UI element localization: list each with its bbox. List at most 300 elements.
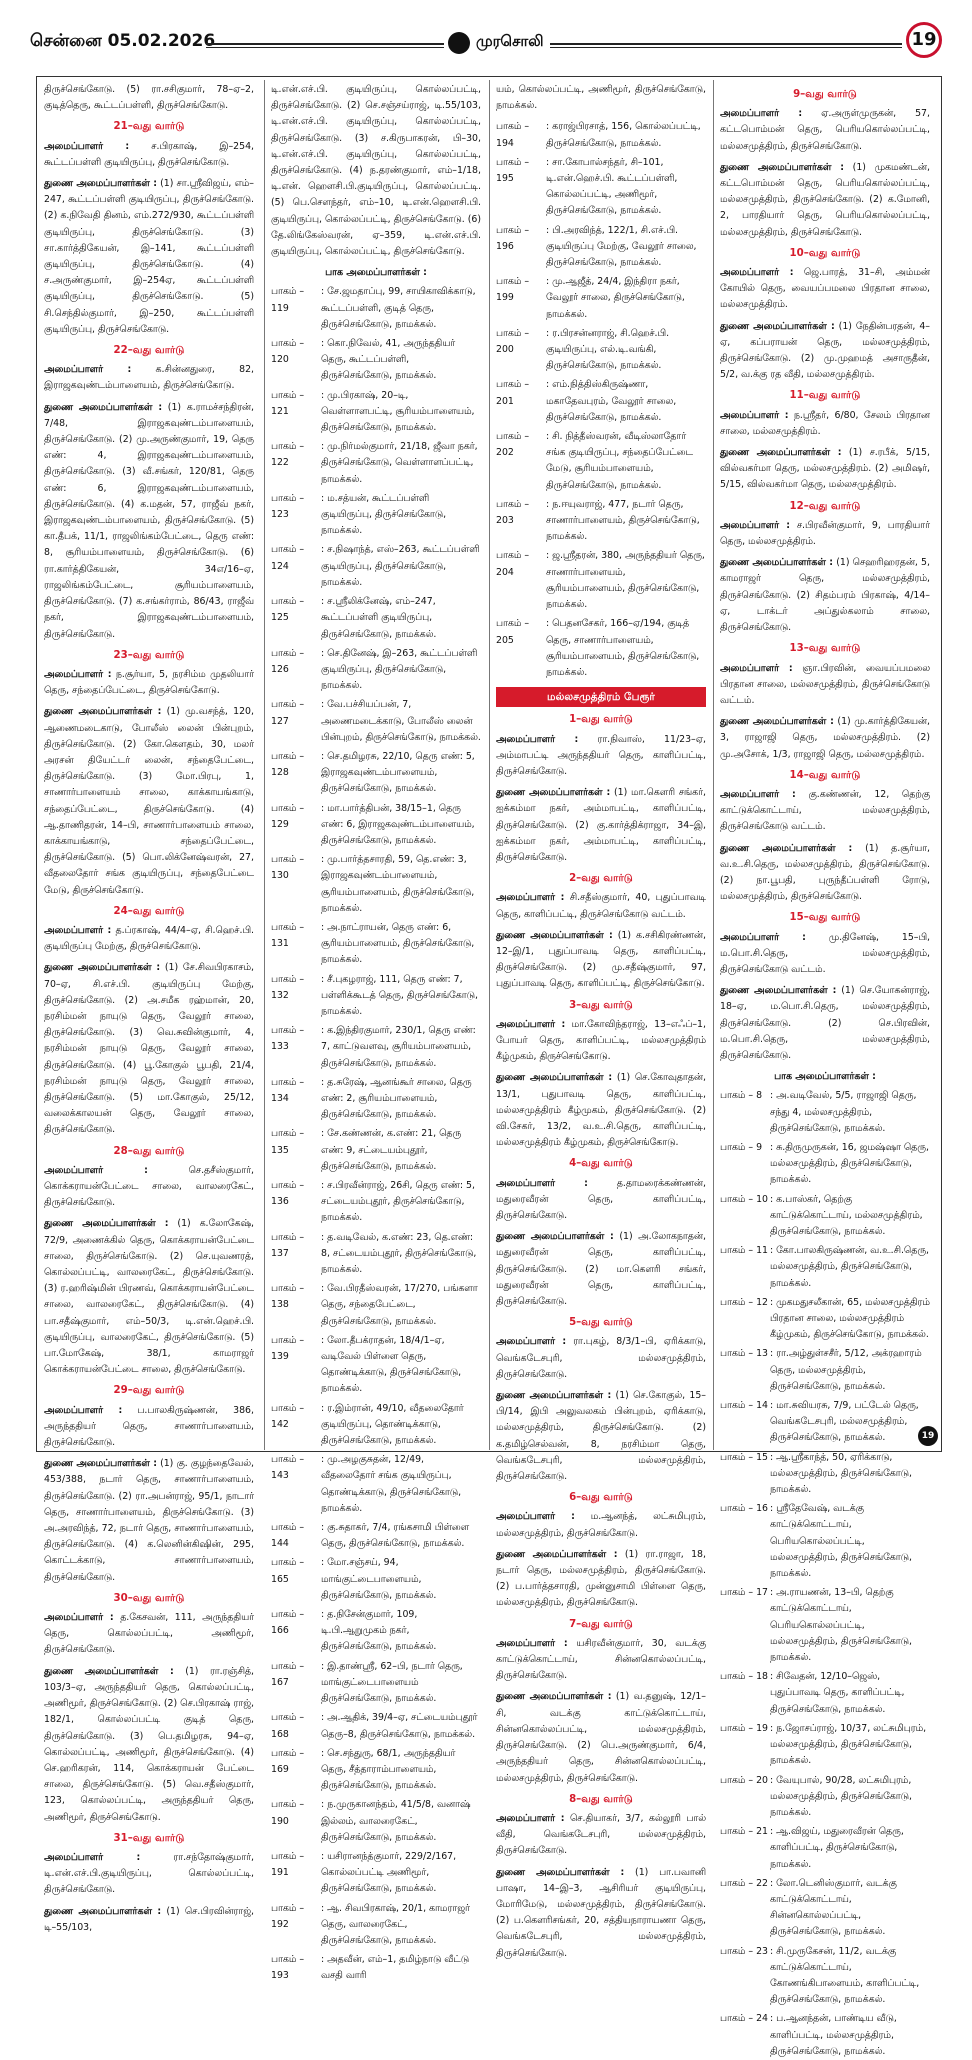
booth-row (720, 1944, 930, 2009)
organizer-text: த.ப்ரகாஷ், 44/4–ஏ, சி.ஹெச்.பி. குடியிருப்பு மேற்கு, திருச்செங்கோடு. (44, 924, 254, 953)
booth-number: பாகம் – 203 (496, 498, 530, 527)
organizer-entry (496, 732, 706, 781)
deputy-label: துணை அமைப்பாளர்கள் : (44, 1458, 157, 1470)
booth-organizer: : அ.நாட்ராயன், தெரு எண்: 6, சூரியம்பாளையம், திருச்செங்கோடு, நாமக்கல். (321, 921, 475, 966)
booth-organizer: : ஆ.விஜய், மதுரைவீரன் தெரு, காளிப்பட்டி, திருச்செங்கோடு, நாமக்கல். (770, 1826, 904, 1870)
organizer-label: அமைப்பாளர் : (44, 668, 112, 680)
deputy-text: (1) மு.கார்த்திகேயன், 3, ராஜாஜி தெரு, மல்லசமுத்திரம். (2) மு.அசோக், 1/3, ராஜாஜி தெரு, மல்லசமுத்திரம். (720, 716, 930, 760)
deputy-text: (1) சே.சிவபிரகாசம், 70–ஏ, சி.எச்.பி. குடியிருப்பு மேற்கு, திருச்செங்கோடு. (2) அ.சமீக ரஹ்மான், 20, நரசிம்மன் நாயுடு தெரு, வேலூர் சாலை, திருச்செங்கோடு. (3) வெ.சுவின்குமார், 4, நரசிம்மன் நாயுடு தெரு, வேலூர் சாலை, திருச்செங்கோடு. (4) பூ.கோகுல் பூபதி, 21/4, நரசிம்மன் நாயுடு தெரு, வேலூர் சாலை, திருச்செங்கோடு. (5) மா.கோகுல், 25/12, வலைக்காலயன் தெரு, வேலூர் சாலை, திருச்செங்கோடு. (44, 962, 254, 1136)
newspaper-logo-icon (448, 32, 470, 54)
organizer-entry (44, 1850, 254, 1899)
organizer-label: அமைப்பாளர் : (44, 1404, 123, 1416)
booth-row (271, 1452, 481, 1517)
booth-row (271, 1075, 481, 1124)
deputy-text: (1) த.சூர்யா, வ.உ.சி.தெரு, மல்லசமுத்திரம், திருச்செங்கோடு. (2) நா.பூபதி, புருந்தீப்பள்ளி ரோடு, மல்லசமுத்திரம், திருச்செங்கோடு. (720, 842, 931, 903)
section-subheading: பாக அமைப்பாளர்கள் : (774, 1071, 876, 1083)
booth-number: பாகம் – 122 (271, 441, 305, 469)
deputy-entry (44, 176, 254, 338)
deputy-label: துணை அமைப்பாளர்கள் : (720, 842, 853, 854)
booth-row (496, 155, 706, 220)
booth-number: பாகம் – 9 (720, 1141, 763, 1153)
booth-row (720, 1295, 930, 1344)
deputy-entry (720, 555, 930, 636)
booth-organizer: : மோ.சஞ்சய், 94, மாங்குட்டைபாளையம், திருச்செங்கோடு, நாமக்கல். (321, 1557, 437, 1601)
deputy-text: (1) மா.கௌரி சங்கர், ஐக்கம்மா நகர், அம்மாபட்டி, காளிப்பட்டி, திருச்செங்கோடு. (2) கு.கார்த்திக்ராஜா, 34–இ, ஐக்கம்மா நகர், அம்மாபட்டி, காளிப்பட்டி, திருச்செங்கோடு. (496, 787, 706, 863)
booth-row (496, 548, 706, 613)
organizer-text: ச.பிரகாஷ், இ–254, கூட்டப்பள்ளி குடியிருப்பு, திருச்செங்கோடு. (44, 140, 255, 168)
booth-row (271, 1023, 481, 1072)
deputy-label: துணை அமைப்பாளர்கள் : (720, 557, 834, 569)
organizer-entry (44, 139, 254, 171)
booth-number: பாகம் – 200 (496, 327, 530, 356)
booth-row (271, 920, 481, 969)
organizer-entry (720, 930, 930, 979)
organizer-text: ரா.சந்தோஷ்குமார், டி.என்.எச்.பி.குடியிருப்பு, கொல்லப்பட்டி, திருச்செங்கோடு. (44, 1851, 255, 1896)
organizer-label: அமைப்பாளர் : (720, 788, 796, 800)
organizer-label: அமைப்பாளர் : (44, 1612, 114, 1624)
ward-heading: 11–வது வார்டு (789, 390, 861, 402)
deputy-entry (496, 1388, 706, 1485)
ward-heading: 31–வது வார்டு (113, 1832, 185, 1844)
organizer-label: அமைப்பாளர் : (496, 1177, 588, 1189)
organizer-label: அமைப்பாளர் : (496, 1336, 567, 1348)
booth-organizer-list (720, 1088, 930, 2060)
deputy-label: துணை அமைப்பாளர்கள் : (720, 161, 845, 173)
organizer-entry (44, 1403, 254, 1452)
organizer-text: செ.தசீஸ்குமார், கொக்கராயன்பேட்டை சாலை, வாலரைகேட், திருச்செங்கோடு. (44, 1164, 255, 1209)
organizer-text: சி.சதீஸ்குமார், 40, புதுப்பாவடி தெரு, காளிப்பட்டி, திருச்செங்கோடு வட்டம். (496, 892, 706, 920)
deputy-label: துணை அமைப்பாளர்கள் : (720, 320, 835, 332)
booth-organizer: : ந.முருகானந்தம், 41/5/8, வனாஷ் இல்லம், வாலரைகேட், திருச்செங்கோடு, நாமக்கல். (321, 1799, 471, 1843)
organizer-text: ஜெ.பாரத், 31–சி, அம்மன் கோயில் தெரு, வையப்பமலை பிரதான சாலை, மல்லசமுத்திரம். (720, 267, 930, 311)
booth-organizer: : மு.அழகுசுதன், 12/49, வீதலைதோர் சங்க குடியிருப்பு, தொண்டிக்காடு, திருச்செங்கோடு, நாமக்கல். (321, 1454, 462, 1514)
booth-row (271, 284, 481, 333)
booth-number: பாகம் – 167 (271, 1660, 305, 1688)
booth-number: பாகம் – 199 (496, 276, 530, 304)
booth-number: பாகம் – 144 (271, 1522, 305, 1550)
deputy-text: (1) கு. குழந்தைவேல், 453/388, நடார் தெரு, சாணார்பாளையம், திருச்செங்கோடு. (2) ரா.அபன்ராஜ், 95/1, நாடார் தெரு, சாணார்பாளையம், திருச்செங்கோடு. (3) அ.அரவிந்த், 72, நடார் தெரு, சாணார்பாளையம், திருச்செங்கோடு. (4) க.லெனின்கிஷின், 295, கொட்டக்காடு, சாணார்பாளையம், திருச்செங்கோடு. (44, 1458, 254, 1583)
booth-organizer: : ஜ.ஸ்ரீதரன், 380, அருந்ததியர் தெரு, சாணார்பாளையம், சூரியம்பாளையம், திருச்செங்கோடு, நாமக்கல். (546, 550, 705, 611)
ward-heading: 12–வது வார்டு (789, 500, 861, 512)
booth-organizer: : த.நிசேன்குமார், 109, டி.பி.ஆறுமுகம் நகர், திருச்செங்கோடு, நாமக்கல். (321, 1609, 437, 1653)
booth-row (271, 1849, 481, 1898)
ward-heading: 7–வது வார்டு (569, 1618, 633, 1630)
deputy-entry (720, 714, 930, 763)
booth-row (271, 1555, 481, 1604)
deputy-entry (496, 1547, 706, 1612)
ward-heading: 5–வது வார்டு (569, 1317, 633, 1329)
deputy-entry (44, 1216, 254, 1378)
booth-row (496, 616, 706, 681)
deputy-entry (44, 1456, 254, 1586)
booth-number: பாகம் – 129 (271, 802, 305, 830)
booth-organizer: : சி.முருகேசன், 11/2, வடக்கு காட்டுக்கொட்டாய், கோணங்கிபாளையம், காளிப்பட்டி, திருச்செங்கோடு, நாமக்கல். (770, 1945, 920, 2006)
booth-row (720, 1773, 930, 1822)
booth-row (496, 119, 706, 151)
booth-organizer: : சீ.புகழராஜ், 111, தெரு எண்: 7, பள்ளிக்கூடத் தெரு, திருச்செங்கோடு, நாமக்கல். (321, 973, 478, 1017)
booth-organizer: : மு.பார்த்தசாரதி, 59, தெ.எண்: 3, இராஜகவுண்டம்பாளையம், சூரியம்பாளையம், திருச்செங்கோடு, நாமக்கல். (321, 854, 475, 914)
booth-number: பாகம் – 19 (720, 1722, 768, 1734)
booth-row (720, 1721, 930, 1770)
booth-row (271, 594, 481, 643)
booth-organizer: : க.பாஸ்கர், தெற்கு காட்டுக்கொட்டாய், மல்லசமுத்திரம், திருச்செங்கோடு, நாமக்கல். (770, 1193, 923, 1237)
organizer-label: அமைப்பாளர் : (496, 733, 579, 745)
booth-row (720, 1824, 930, 1873)
organizer-label: அமைப்பாளர் : (496, 1637, 568, 1649)
organizer-text: க.சின்னதுரை, 82, இராஜகவுண்டம்பாளையம், திருச்செங்கோடு. (44, 364, 255, 392)
organizer-text: யசிரவீன்குமார், 30, வடக்கு காட்டுக்கொட்டாய், சின்னகொல்லப்பட்டி, திருச்செங்கோடு. (496, 1637, 706, 1682)
deputy-entry (720, 160, 930, 241)
booth-number: பாகம் – 22 (720, 1877, 768, 1889)
organizer-label: அமைப்பாளர் : (720, 662, 793, 674)
organizer-text: செ.தியாகர், 3/7, கல்லூரி பால் வீதி, வெங்கடேசபுரி, மல்லசமுத்திரம், திருச்செங்கோடு. (496, 1812, 707, 1857)
column-divider (489, 80, 490, 1450)
booth-organizer: : சிவேதன், 12/10–ஜெஸ், புதுப்பாவடி தெரு, காளிப்பட்டி, திருச்செங்கோடு, நாமக்கல். (770, 1671, 905, 1715)
booth-row (271, 1126, 481, 1175)
booth-number: பாகம் – 193 (271, 1954, 305, 1982)
booth-organizer: : அ.வடிவேல், 5/5, ராஜாஜி தெரு, சந்து 4, மல்லசமுத்திரம், திருச்செங்கோடு, நாமக்கல். (770, 1090, 917, 1134)
deputy-label: துணை அமைப்பாளர்கள் : (720, 447, 842, 459)
organizer-entry (720, 787, 930, 836)
continued-text: டி.என்.எச்.பி. குடியிருப்பு, கொல்லப்பட்டி, திருச்செங்கோடு. (2) செ.சஞ்சய்ராஜ், டி.55/103, டி.என்.எச்.பி. குடியிருப்பு, கொல்லப்பட்டி, திருச்செங்கோடு. (3) ச.கிருபாகரன், பி–30, டி.என்.எச்.பி. குடியிருப்பு, கொல்லப்பட்டி, திருச்செங்கோடு. (4) ந.தரண்குமார், எம்–1/18, டி.என். ஹௌசி.பி.குடியிருப்பு, கொல்லப்பட்டி. (5) பெ.சௌந்தர், எம்–10, டி.என்.ஹௌசி.பி. குடியிருப்பு, கொல்லப்பட்டி, திருச்செங்கோடு. (6) தே.லிங்கேஸ்வரன், ஏ–359, டி.என்.எச்.பி. குடியிருப்பு, கொல்லப்பட்டி, திருச்செங்கோடு. (271, 84, 481, 258)
organizer-entry (44, 923, 254, 955)
organizer-entry (720, 661, 930, 710)
booth-number: பாகம் – 133 (271, 1025, 305, 1053)
booth-number: பாகம் – 201 (496, 379, 530, 407)
booth-row (271, 801, 481, 850)
ward-heading: 28–வது வார்டு (113, 1145, 185, 1157)
booth-number: பாகம் – 166 (271, 1609, 305, 1637)
deputy-text: (1) க.சசிகிரண்ணன், 12–இ/1, புதுப்பாவடி தெரு, காளிப்பட்டி, திருச்செங்கோடு. (2) மு.சதீஷ்குமார், 97, புதுப்பாவடி தெரு, காளிப்பட்டி, திருச்செங்கோடு. (496, 929, 706, 990)
deputy-label: துணை அமைப்பாளர்கள் : (44, 1218, 169, 1230)
booth-organizer: : பெதனசேகர், 166–ஏ/194, குடித் தெரு, சாணார்பாளையம், சூரியம்பாளையம், திருச்செங்கோடு, நாமக்கல். (546, 618, 700, 678)
booth-organizer-list (271, 284, 481, 1984)
ward-heading: 30–வது வார்டு (113, 1592, 185, 1604)
column-4 (720, 82, 931, 2057)
deputy-label: துணை அமைப்பாளர்கள் : (44, 1905, 162, 1917)
booth-number: பாகம் – 23 (720, 1945, 768, 1957)
booth-organizer: : ம.சத்யன், கூட்டப்பள்ளி குடியிருப்பு, திருச்செங்கோடு, நாமக்கல். (321, 492, 447, 537)
booth-organizer: : மா.சுவியரசு, 7/9, பட்டேல் தெரு, வெங்கடேசபுரி, மல்லசமுத்திரம், திருச்செங்கோடு, நாமக்கல். (770, 1400, 919, 1444)
organizer-label: அமைப்பாளர் : (720, 267, 794, 279)
deputy-label: துணை அமைப்பாளர்கள் : (496, 1072, 613, 1084)
deputy-label: துணை அமைப்பாளர்கள் : (496, 1548, 618, 1560)
booth-number: பாகம் – 125 (271, 596, 305, 624)
ward-heading: 4–வது வார்டு (569, 1158, 633, 1170)
deputy-entry (44, 1904, 254, 1936)
ward-heading: 9–வது வார்டு (793, 89, 857, 100)
booth-number: பாகம் – 205 (496, 618, 530, 646)
deputy-label: துணை அமைப்பாளர்கள் : (44, 178, 157, 190)
booth-organizer: : த.வடிவேல், க.எண்: 23, தெ.எண்: 8, சட்டையம்புதூர், திருச்செங்கோடு, நாமக்கல். (321, 1231, 477, 1276)
deputy-entry (720, 841, 930, 906)
booth-number: பாகம் – 192 (271, 1902, 305, 1930)
booth-organizer: : ச.பிரவீன்ராஜ், 26சி, தெரு எண்: 5, சட்டையம்புதூர், திருச்செங்கோடு, நாமக்கல். (321, 1180, 475, 1224)
organizer-entry (720, 265, 930, 314)
deputy-label: துணை அமைப்பாளர்கள் : (44, 401, 163, 413)
booth-number: பாகம் – 14 (720, 1400, 768, 1412)
deputy-entry (496, 1865, 706, 1962)
booth-row (271, 1901, 481, 1950)
booth-organizer: : க.இந்திரகுமார், 230/1, தெரு எண்: 7, காட்டுவளவு, சூரியம்பாளையம், திருச்செங்கோடு, நாமக்கல். (321, 1025, 476, 1069)
booth-organizer: : வேயுபால், 90/28, லட்சுமிபுரம், மல்லசமுத்திரம், திருச்செங்கோடு, நாமக்கல். (770, 1774, 913, 1818)
deputy-label: துணை அமைப்பாளர்கள் : (44, 1665, 174, 1677)
booth-number: பாகம் – 202 (496, 431, 530, 459)
booth-row (271, 1746, 481, 1795)
column-3 (496, 82, 707, 1959)
organizer-text: மு.தினேஷ், 15–பி, ம.பொ.சி.தெரு, மல்லசமுத்திரம், திருச்செங்கோடு வட்டம். (720, 931, 930, 975)
booth-number: பாகம் – 18 (720, 1671, 768, 1683)
newspaper-name: முரசொலி (476, 32, 544, 50)
booth-row (271, 749, 481, 798)
deputy-label: துணை அமைப்பாளர்கள் : (496, 1231, 614, 1243)
booth-row (271, 1230, 481, 1279)
booth-organizer: : யசிரானந்த்குமார், 229/2/167, கொல்லப்பட்டி அணிமூர், திருச்செங்கோடு, நாமக்கல். (321, 1850, 457, 1895)
deputy-label: துணை அமைப்பாளர்கள் : (496, 787, 611, 799)
organizer-entry (720, 408, 930, 440)
booth-number: பாகம் – 131 (271, 921, 305, 950)
booth-number: பாகம் – 128 (271, 750, 305, 779)
section-banner: மல்லசமுத்திரம் பேரூர் (496, 687, 706, 707)
deputy-text: (1) மு.வசந்த், 120, ஆணைமடைகாடு, போலீஸ் லைன் பின்புறம், திருச்செங்கோடு. (2) கோ.கௌதம், 30, மலர் அரசன் தியேட்டர் லைன், சந்தைபேட்டை, திருச்செங்கோடு. (3) மோ.பிரபு, 1, சாணார்பாளையம் சாலை, காக்காயங்காடு, சந்தைப்பேட்டை, திருச்செங்கோடு. (4) ஆ.தாணிதரன், 14–பி, சாணார்பாளையம் சாலை, காக்காயங்காடு, சந்தைப்பேட்டை, திருச்செங்கோடு. (5) பொ.லிக்னேஷ்வரன், 27, வீதலைதோர் சங்க குடியிருப்பு, சந்தைபேட்டை மேடு, திருச்செங்கோடு. (44, 706, 254, 896)
booth-organizer: : எம்.நித்திஸ்கிருஷ்ணா, மகாதேவபுரம், வேலூர் சாலை, திருச்செங்கோடு, நாமக்கல். (546, 379, 677, 423)
booth-number: பாகம் – 123 (271, 492, 305, 521)
booth-row (271, 1710, 481, 1742)
organizer-text: ப.பாலகிருஷ்ணன், 386, அருந்ததியர் தெரு, சாணார்பாளையம், திருச்செங்கோடு. (44, 1404, 254, 1449)
booth-number: பாகம் – 134 (271, 1076, 305, 1104)
booth-number: பாகம் – 190 (271, 1799, 305, 1827)
organizer-text: கு.கண்ணன், 12, தெற்கு காட்டுக்கொட்டாய், மல்லசமுத்திரம், திருச்செங்கோடு வட்டம். (720, 788, 930, 833)
column-divider (713, 80, 714, 1450)
booth-organizer: : செ.தினேஷ், இ–263, கூட்டப்பள்ளி குடியிருப்பு, திருச்செங்கோடு, நாமக்கல். (321, 647, 478, 692)
deputy-entry (44, 1664, 254, 1826)
masthead (30, 22, 942, 62)
booth-organizer: : முகமதுசலீகான், 65, மல்லசமுத்திரம் பிரதான சாலை, மல்லசமுத்திரம் கீழ்முகம், திருச்செங்கோடு, நாமக்கல். (770, 1296, 930, 1341)
booth-organizer: : ஆ. சிவபிரகாஷ், 20/1, காமராஜர் தெரு, வாலரைகேட், திருச்செங்கோடு, நாமக்கல். (321, 1902, 470, 1946)
booth-row (720, 1243, 930, 1292)
booth-number: பாகம் – 136 (271, 1180, 305, 1208)
booth-organizer: : ப.ஆனந்தன், பாண்டிய வீடு, காளிப்பட்டி, மல்லசமுத்திரம், திருச்செங்கோடு, நாமக்கல். (770, 2013, 897, 2057)
column-1 (44, 82, 255, 1933)
booth-number: பாகம் – 137 (271, 1231, 305, 1259)
booth-organizer: : மு.பிரகாஷ், 20–டி, வெள்ளாளபட்டி, சூரியம்பாளையம், திருச்செங்கோடு, நாமக்கல். (321, 389, 475, 434)
booth-organizer: : இ.தாண்ஸ்ரீ, 62–பி, நடார் தெரு, மாங்குட்டைபாளையம் திருச்செங்கோடு, நாமக்கல். (321, 1660, 463, 1705)
booth-row (271, 1401, 481, 1450)
booth-organizer: : மு.நிர்மல்குமார், 21/18, ஜீவா நகர், திருச்செங்கோடு, வெள்ளாளப்பட்டி, நாமக்கல். (321, 441, 478, 485)
deputy-entry (44, 704, 254, 898)
booth-number: பாகம் – 169 (271, 1747, 305, 1775)
booth-organizer: : சே.ஜமதாப்பு, 99, சாயிகாவிக்காடு, கூட்டப்பள்ளி, குடித் தெரு, திருச்செங்கோடு, நாமக்கல். (321, 286, 476, 330)
ward-heading: 13–வது வார்டு (789, 643, 861, 655)
organizer-text: ச.பிரவீன்குமார், 9, பாரதியார் தெரு, மல்லசமுத்திரம். (720, 519, 930, 548)
booth-row (720, 1398, 930, 1447)
booth-row (271, 1178, 481, 1227)
organizer-label: அமைப்பாளர் : (720, 409, 789, 421)
booth-number: பாகம் – 130 (271, 854, 305, 882)
organizer-text: த.கேசவன், 111, அருந்ததியர் தெரு, கொல்லப்பட்டி, அணிமூர், திருச்செங்கோடு. (44, 1612, 255, 1656)
booth-organizer: : கராஜ்பிரசாத், 156, கொல்லப்பட்டி, திருச்செங்கோடு, நாமக்கல். (546, 121, 701, 149)
booth-organizer: : சா.கோபால்சந்தர், சி–101, டி.என்.ஹெச்.பி. கூட்டப்பள்ளி, கொல்லப்பட்டி, அணிமூர், திருச்செங்கோடு, நாமக்கல். (546, 156, 678, 217)
column-divider (264, 80, 265, 1450)
deputy-entry (44, 960, 254, 1138)
ward-heading: 21–வது வார்டு (113, 121, 185, 133)
booth-row (496, 429, 706, 494)
booth-organizer: : வே.பச்சியப்பன், 7, அணைமடைக்காடு, போலீஸ் லைன் பின்புறம், திருச்செங்கோடு, நாமக்கல். (321, 699, 481, 743)
organizer-label: அமைப்பாளர் : (496, 1018, 566, 1030)
organizer-label: அமைப்பாளர் : (720, 108, 803, 120)
booth-row (720, 1501, 930, 1582)
deputy-text: (1) முகமண்டன், கட்டபொம்மன் தெரு, பெரியகொல்லப்பட்டி, மல்லசமுத்திரம், திருச்செங்கோடு. (2) க.மோனி, 2, பாரதியார் தெரு, பெரியகொல்லப்பட்டி, மல்லசமுத்திரம், திருச்செங்கோடு. (720, 161, 930, 238)
booth-number: பாகம் – 120 (271, 338, 305, 366)
deputy-entry (720, 983, 930, 1064)
continued-text: யம், கொல்லப்பட்டி, அணிமூர், திருச்செங்கோடு, நாமக்கல். (496, 84, 706, 112)
booth-organizer: : லோ.டெனிஸ்குமார், வடக்கு காட்டுக்கொட்டாய், சின்னகொல்லப்பட்டி, திருச்செங்கோடு, நாமக்கல். (770, 1877, 897, 1938)
organizer-text: ஞா.பிரவின், வையப்பமலை பிரதான சாலை, மல்லசமுத்திரம், திருச்செங்கோடு வட்டம். (720, 662, 931, 706)
deputy-label: துணை அமைப்பாளர்கள் : (496, 1390, 612, 1402)
booth-organizer: : பி.அரவிந்த், 122/1, சி.எச்.பி. குடியிருப்பு மேற்கு, வேலூர் சாலை, திருச்செங்கோடு, நாமக்கல். (546, 224, 697, 269)
booth-number: பாகம் – 13 (720, 1348, 768, 1360)
booth-number: பாகம் – 168 (271, 1712, 305, 1740)
deputy-label: துணை அமைப்பாளர்கள் : (44, 962, 161, 974)
continued-text: திருச்செங்கோடு. (5) ரா.சசிகுமார், 78–ஏ–2, குடித்தெரு, கூட்டப்பள்ளி, திருச்செங்கோடு. (44, 84, 254, 112)
booth-row (271, 1281, 481, 1330)
deputy-entry (496, 1229, 706, 1310)
booth-row (271, 1333, 481, 1398)
ward-heading: 15–வது வார்டு (789, 912, 861, 924)
booth-number: பாகம் – 21 (720, 1826, 768, 1838)
booth-row (271, 646, 481, 695)
booth-row (271, 491, 481, 540)
deputy-entry (496, 1689, 706, 1786)
booth-organizer: : த.சுரேஷ், ஆனங்கூர் சாலை, தெரு எண்: 2, சூரியம்பாளையம், திருச்செங்கோடு, நாமக்கல். (321, 1076, 472, 1121)
ward-heading: 1–வது வார்டு (569, 714, 633, 726)
booth-row (496, 497, 706, 546)
organizer-text: ஏ.அருள்முருகன், 57, கட்டபொம்மன் தெரு, பெரியகொல்லப்பட்டி, மல்லசமுத்திரம், திருச்செங்கோடு. (720, 108, 930, 152)
organizer-entry (496, 1811, 706, 1860)
booth-organizer: : ர.பிரசன்னராஜ், சி.ஹெச்.பி. குடியிருப்பு, எல்.டி.வங்கி, திருச்செங்கோடு, நாமக்கல். (546, 327, 670, 372)
booth-row (496, 274, 706, 323)
booth-row (271, 439, 481, 488)
deputy-text: (1) பா.பவானி பாஷா, 14–இ–3, ஆசிரியர் குடியிருப்பு, மோரிமேடு, மல்லசமுத்திரம், திருச்செங்கோடு. (2) ப.கௌரிசங்கர், 20, சத்தியநாராயணா தெரு, வெங்கடேசபுரி, மல்லசமுத்திரம், திருச்செங்கோடு. (496, 1866, 706, 1959)
deputy-text: (1) ரா.ராஜா, 18, நடார் தெரு, மல்லசமுத்திரம், திருச்செங்கோடு. (2) ப.பார்த்தசாரதி, முன்னுசாமி பிள்ளை தெரு, மல்லசமுத்திரம், திருச்செங்கோடு. (496, 1548, 706, 1609)
ward-heading: 22–வது வார்டு (113, 345, 185, 357)
deputy-text: (1) செ.கோகுல், 15–பி/14, இபி அலுவலகம் பின்புறம், ஏரிக்காடு, மல்லசமுத்திரம், திருச்செங்கோடு. (2) க.தமிழ்செல்வன், 8, நரசிம்மா தெரு, வெங்கடேசபுரி, மல்லசமுத்திரம், திருச்செங்கோடு. (496, 1390, 706, 1483)
booth-row (271, 1659, 481, 1708)
deputy-entry (496, 928, 706, 993)
booth-organizer: : ர.இம்ரான், 49/10, வீதலைதோர் குடியிருப்பு, தொண்டிக்காடு, திருச்செங்கோடு, நாமக்கல். (321, 1402, 464, 1447)
organizer-label: அமைப்பாளர் : (720, 519, 790, 531)
organizer-label: அமைப்பாளர் : (44, 924, 112, 936)
organizer-entry (44, 1163, 254, 1212)
booth-organizer: : சு.திருமுருகன், 16, ஜமஷ்ஷா தெரு, மல்லசமுத்திரம், திருச்செங்கோடு, நாமக்கல். (770, 1141, 929, 1186)
organizer-text: ந.ஸ்ரீதர், 6/80, சேலம் பிரதான சாலை, மல்லசமுத்திரம். (720, 409, 931, 437)
booth-organizer: : ஆ.ஸ்ரீகாந்த், 50, ஏரிக்காடு, மல்லசமுத்திரம், திருச்செங்கோடு, நாமக்கல். (770, 1451, 913, 1496)
booth-organizer: : கொ.நிவேல், 41, அருந்ததியர் தெரு, கூட்டப்பள்ளி, திருச்செங்கோடு, நாமக்கல். (321, 338, 456, 382)
organizer-label: அமைப்பாளர் : (44, 1851, 141, 1863)
booth-organizer: : ந.ஜோசப்ராஜ், 10/37, லட்சுமிபுரம், மல்லசமுத்திரம், திருச்செங்கோடு, நாமக்கல். (770, 1722, 927, 1767)
booth-row (271, 972, 481, 1021)
organizer-entry (496, 1017, 706, 1066)
booth-organizer: : மு.ஆஜீத், 24/4, இந்திரா நகர், வேலூர் சாலை, திருச்செங்கோடு, நாமக்கல். (546, 276, 685, 320)
ward-heading: 29–வது வார்டு (113, 1385, 185, 1397)
booth-organizer-list (496, 119, 706, 681)
deputy-text: (1) செ.கோவுதாதன், 13/1, புதுபாவடி தெரு, காளிப்பட்டி, மல்லசமுத்திரம் கீழ்முகம், திருச்செங்கோடு. (2) வி.சேகர், 13/2, வ.உ.சி.தெரு, காளிப்பட்டி, மல்லசமுத்திரம் கீழ்முகம், திருச்செங்கோடு. (496, 1072, 706, 1149)
organizer-label: அமைப்பாளர் : (496, 1812, 565, 1824)
booth-row (720, 2011, 930, 2060)
deputy-label: துணை அமைப்பாளர்கள் : (496, 1691, 612, 1703)
booth-number: பாகம் – 24 (720, 2013, 768, 2025)
booth-row (720, 1669, 930, 1718)
booth-number: பாகம் – 127 (271, 699, 305, 727)
booth-row (720, 1088, 930, 1137)
masthead-rule-left (206, 43, 444, 48)
booth-organizer: : ச.ஸ்ரீலிக்னேஷ், எம்–247, கூட்டப்பள்ளி குடியிருப்பு, திருச்செங்கோடு, நாமக்கல். (321, 596, 437, 640)
booth-organizer: : அ.ஆதிக், 39/4–ஏ, சட்டையம்புதூர் தெரு–8, திருச்செங்கோடு, நாமக்கல். (321, 1712, 478, 1740)
ward-heading: 24–வது வார்டு (113, 905, 185, 917)
booth-number: பாகம் – 16 (720, 1503, 768, 1515)
organizer-entry (496, 1176, 706, 1225)
booth-organizer: : வே.பிரதீஸ்வரன், 17/270, பங்களா தெரு, சந்தைபேட்டை, திருச்செங்கோடு, நாமக்கல். (321, 1283, 478, 1327)
deputy-label: துணை அமைப்பாளர்கள் : (496, 1866, 625, 1878)
booth-number: பாகம் – 139 (271, 1334, 305, 1363)
organizer-label: அமைப்பாளர் : (496, 1511, 575, 1523)
booth-organizer: : ஸ்ரீதேவேஷ், வடக்கு காட்டுக்கொட்டாய், பெரியகொல்லப்பட்டி, மல்லசமுத்திரம், திருச்செங்கோடு, நாமக்கல். (770, 1503, 913, 1580)
ward-heading: 23–வது வார்டு (113, 649, 185, 661)
organizer-label: அமைப்பாளர் : (44, 1164, 148, 1176)
booth-number: பாகம் – 142 (271, 1402, 305, 1430)
booth-row (271, 852, 481, 917)
booth-number: பாகம் – 132 (271, 973, 305, 1001)
deputy-label: துணை அமைப்பாளர்கள் : (720, 985, 837, 997)
booth-organizer: : ச.நிஷாந்த், எஸ்–263, கூட்டப்பள்ளி குடியிருப்பு, திருச்செங்கோடு, நாமக்கல். (321, 544, 480, 588)
organizer-text: ம.ஆனந்த், லட்சுமிபுரம், மல்லசமுத்திரம், திருச்செங்கோடு. (496, 1511, 707, 1539)
deputy-entry (720, 445, 930, 494)
edition-date: சென்னை 05.02.2026 (30, 31, 216, 51)
organizer-entry (44, 1610, 254, 1659)
organizer-entry (720, 518, 930, 550)
booth-organizer: : சே.கண்ணன், க.எண்: 21, தெரு எண்: 9, சட்டையம்புதூர், திருச்செங்கோடு, நாமக்கல். (321, 1128, 462, 1172)
booth-row (271, 542, 481, 591)
deputy-entry (44, 400, 254, 643)
booth-number: பாகம் – 196 (496, 224, 530, 252)
deputy-text: (1) அ.லோகநாதன், மதுரைவீரன் தெரு, காளிப்பட்டி, திருச்செங்கோடு. (2) மா.கௌரி சங்கர், மதுரைவீரன் தெரு, காளிப்பட்டி, திருச்செங்கோடு. (496, 1231, 706, 1308)
booth-row (720, 1876, 930, 1941)
section-subheading: பாக அமைப்பாளர்கள் : (325, 267, 427, 279)
booth-row (271, 1952, 481, 1984)
booth-row (271, 336, 481, 385)
booth-organizer: : லோ.தீபக்ராதன், 18/4/1–ஏ, வடிவேல் பிள்ளை தெரு, தொண்டிக்காடு, திருச்செங்கோடு, நாமக்கல். (321, 1334, 462, 1395)
deputy-text: (1) செ.யோகன்ராஜ், 18–ஏ, ம.பொ.சி.தெரு, மல்லசமுத்திரம், திருச்செங்கோடு. (2) செ.பிரவின், ம.பொ.சி.தெரு, மல்லசமுத்திரம், திருச்செங்கோடு. (720, 985, 931, 1061)
deputy-entry (720, 319, 930, 384)
booth-number: பாகம் – 121 (271, 389, 305, 417)
booth-number: பாகம் – 20 (720, 1774, 768, 1786)
booth-organizer: : சி. நித்தீஸ்வரன், வீடிஸ்லாதோர் சங்க குடியிருப்பு, சந்தைப்பேட்டை மேடு, சூரியம்பாளையம், திருச்செங்கோடு, நாமக்கல். (546, 431, 693, 491)
booth-row (496, 223, 706, 272)
booth-organizer: : கு.சுதாகர், 7/4, ரங்கசாமி பிள்ளை தெரு, திருச்செங்கோடு, நாமக்கல். (321, 1522, 470, 1550)
ward-heading: 10–வது வார்டு (789, 247, 861, 259)
footer-page-number: 19 (918, 1426, 938, 1446)
ward-heading: 3–வது வார்டு (569, 999, 633, 1011)
organizer-entry (496, 1509, 706, 1541)
organizer-label: அமைப்பாளர் : (44, 140, 130, 152)
organizer-text: த.தாமரைக்கண்ணன், மதுரைவீரன் தெரு, காளிப்பட்டி, திருச்செங்கோடு. (496, 1177, 707, 1221)
deputy-text: (1) க.லோகேஷ், 72/9, அணைக்கில் தெரு, கொக்கராயன்பேட்டை சாலை, திருச்செங்கோடு. (2) செ.யுவணரத், கொல்லப்பட்டி, வாலரைகேட், திருச்செங்கோடு. (3) ர.ஹரிஷ்மின் பிரணவ், கொக்கராயன்பேட்டை சாலை, வாலரைகேட், திருச்செங்கோடு. (4) பா.சதீஷ்குமார், எம்–50/3, டி.என்.ஹெச்.பி. குடியிருப்பு, வாலரைகேட், திருச்செங்கோடு. (5) பா.மோகேஷ், 38/1, காமராஜர் கொக்கராயன்பேட்டை சாலை, திருச்செங்கோடு. (44, 1218, 255, 1376)
booth-row (720, 1346, 930, 1395)
booth-row (271, 388, 481, 437)
deputy-entry (496, 1070, 706, 1151)
booth-organizer: : அ.ராயணன், 13–பி, தெற்கு காட்டுக்கொட்டாய், பெரியகொல்லப்பட்டி, மல்லசமுத்திரம், திருச்செங்கோடு, நாமக்கல். (770, 1587, 913, 1664)
booth-organizer: : அதவீன், எம்–1, தமிழ்நாடு வீட்டு வசதி வாரி (321, 1954, 470, 1982)
